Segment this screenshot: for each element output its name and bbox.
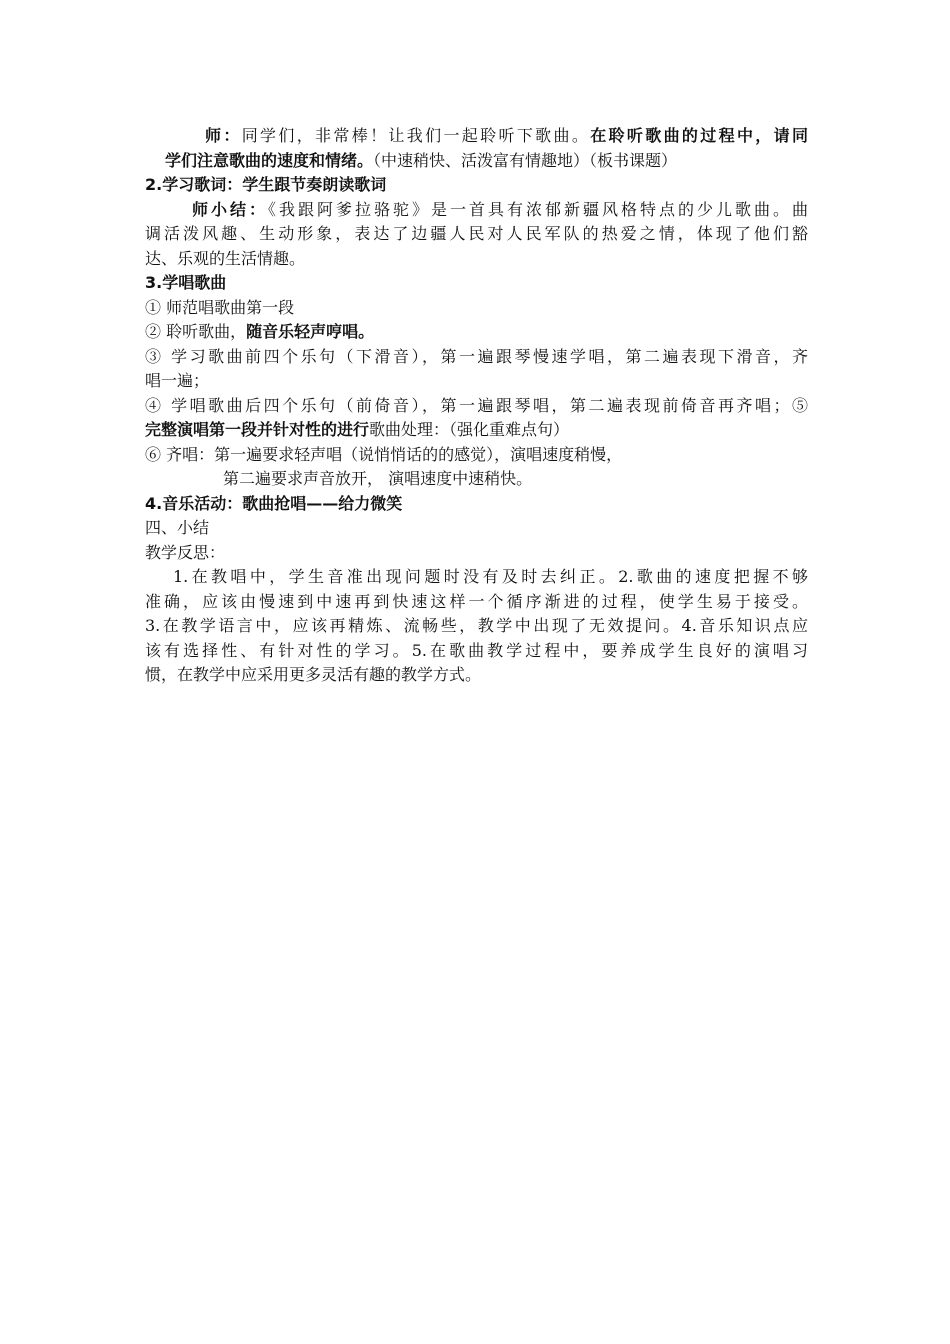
summary-line-1 bbox=[145, 198, 808, 223]
step-2-bold-text: 随音乐轻声哼唱。 bbox=[246, 322, 375, 341]
reflection-line-5: 惯，在教学中应采用更多灵活有趣的教学方式。 bbox=[145, 665, 482, 684]
reflection-heading: 教学反思： bbox=[145, 542, 226, 562]
step-4-line: ④ 学唱歌曲后四个乐句（前倚音），第一遍跟琴唱，第二遍表现前倚音再齐唱；⑤ bbox=[145, 395, 808, 415]
step-2-text: ② 聆听歌曲， bbox=[145, 322, 247, 341]
document-page bbox=[145, 124, 808, 688]
summary-line-3: 达、乐观的生活情趣。 bbox=[145, 248, 306, 268]
reflection-line-3: 3.在教学语言中，应该再精炼、流畅些，教学中出现了无效提问。4.音乐知识点应 bbox=[145, 616, 808, 635]
intro-text: 同学们，非常棒！让我们一起聆听下歌曲。 bbox=[241, 126, 591, 145]
summary-heading: 四、小结 bbox=[145, 518, 210, 537]
summary-label: 师小结： bbox=[192, 199, 268, 219]
intro-bold-text-2: 学们注意歌曲的速度和情绪。 bbox=[165, 150, 374, 170]
section-4-heading: 4.音乐活动：歌曲抢唱——给力微笑 bbox=[145, 493, 403, 513]
intro-line-2 bbox=[145, 149, 808, 174]
step-5-line bbox=[145, 418, 808, 443]
step-1: ① 师范唱歌曲第一段 bbox=[145, 297, 295, 317]
step-6-line-1: ⑥ 齐唱：第一遍要求轻声唱（说悄悄话的的感觉），演唱速度稍慢， bbox=[145, 444, 623, 464]
step-3-line-1: ③ 学习歌曲前四个乐句（下滑音），第一遍跟琴慢速学唱，第二遍表现下滑音，齐 bbox=[145, 346, 808, 366]
summary-text-1: 《我跟阿爹拉骆驼》是一首具有浓郁新疆风格特点的少儿歌曲。曲 bbox=[268, 199, 808, 219]
intro-bold-text: 在聆听歌曲的过程中，请同 bbox=[590, 126, 808, 145]
reflection-line-2: 准确，应该由慢速到中速再到快速这样一个循序渐进的过程，使学生易于接受。 bbox=[145, 591, 808, 611]
step-5-bold-text: 完整演唱第一段并针对性的进行 bbox=[145, 420, 370, 439]
step-5-text: 歌曲处理：（强化重难点句） bbox=[369, 420, 570, 439]
step-2 bbox=[145, 320, 808, 345]
intro-line-1 bbox=[145, 124, 808, 149]
reflection-line-1: 1.在教唱中，学生音准出现问题时没有及时去纠正。2.歌曲的速度把握不够 bbox=[173, 567, 808, 586]
intro-tempo-note: （中速稍快、活泼富有情趣地）（板书课题） bbox=[373, 150, 678, 170]
step-6-line-2: 第二遍要求声音放开， 演唱速度中速稍快。 bbox=[223, 469, 533, 488]
section-3-heading: 3.学唱歌曲 bbox=[145, 273, 227, 292]
step-3-line-2: 唱一遍； bbox=[145, 371, 210, 390]
section-2-heading: 2.学习歌词：学生跟节奏朗读歌词 bbox=[145, 175, 387, 194]
speaker-label: 师： bbox=[205, 126, 242, 145]
summary-line-2: 调活泼风趣、生动形象，表达了边疆人民对人民军队的热爱之情，体现了他们豁 bbox=[145, 224, 808, 243]
reflection-line-4: 该有选择性、有针对性的学习。5.在歌曲教学过程中，要养成学生良好的演唱习 bbox=[145, 640, 808, 660]
